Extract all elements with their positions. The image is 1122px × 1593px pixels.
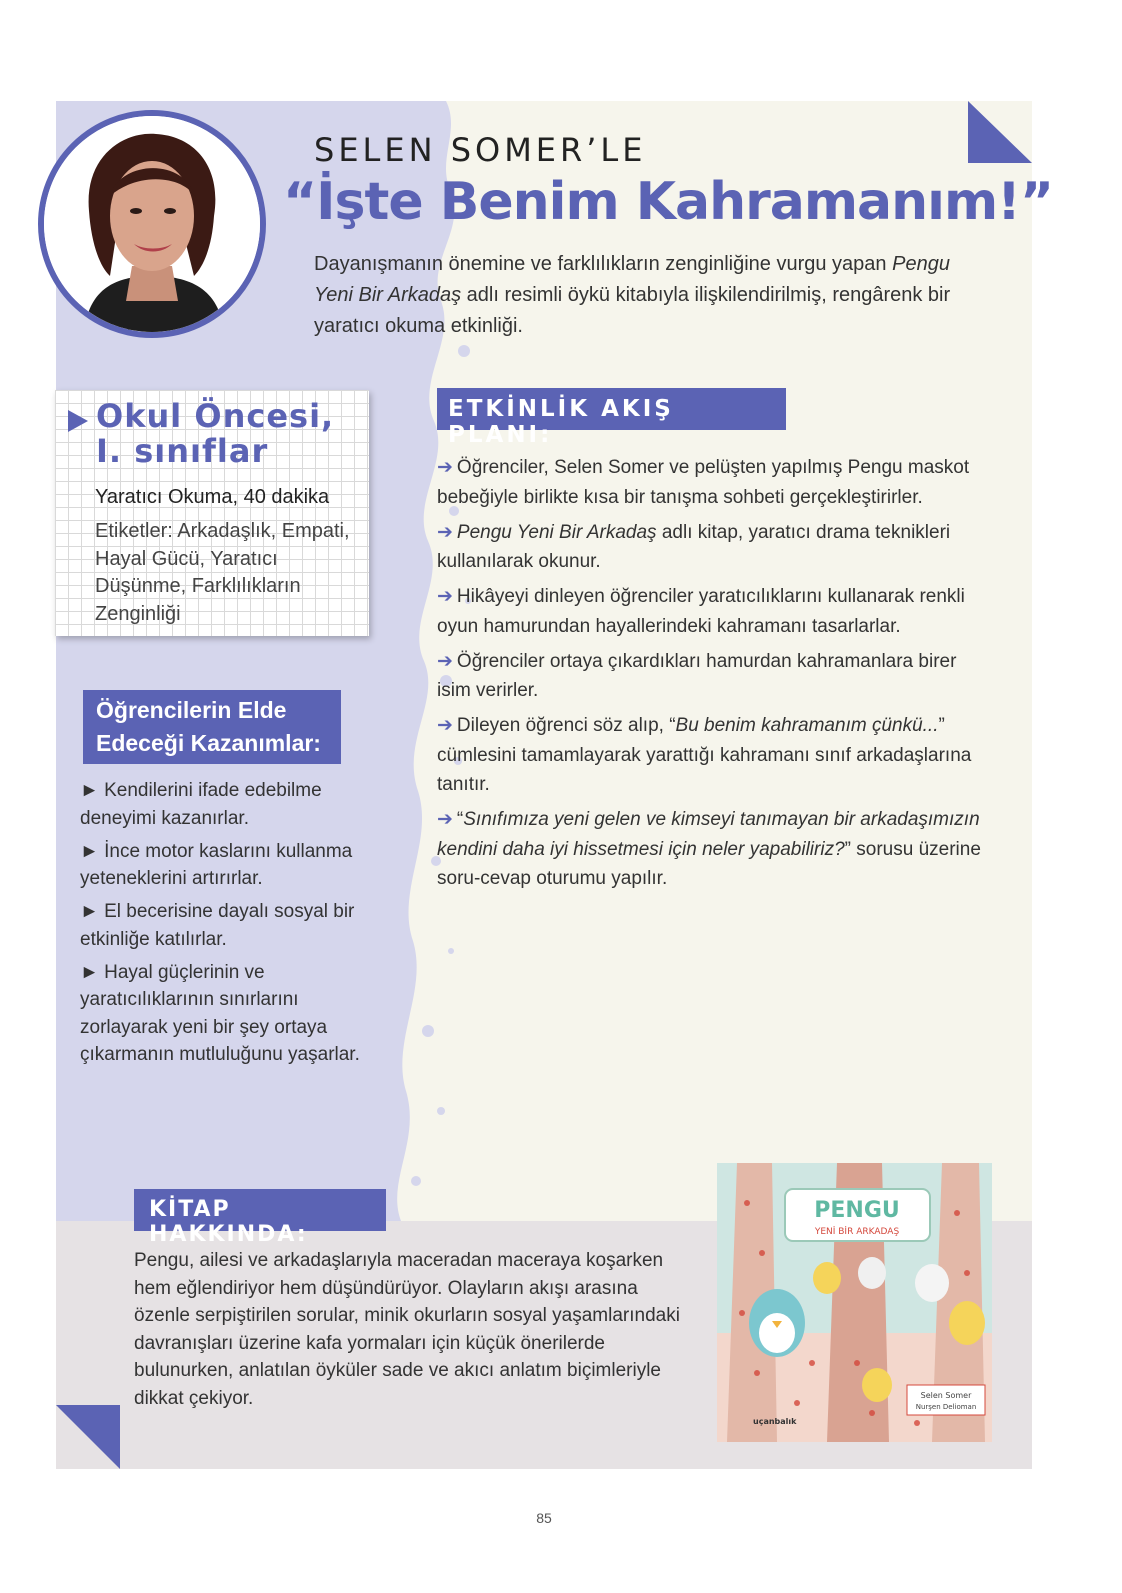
- plan-item-italic: Bu benim kahramanım çünkü...: [675, 715, 939, 736]
- intro-paragraph: [314, 249, 954, 342]
- gains-heading: Öğrencilerin Elde Edeceği Kazanımlar:: [83, 690, 341, 764]
- plan-item-text: ” sorusu üzerine soru-cevap oturumu yapılır.: [437, 838, 981, 889]
- plan-heading: ETKİNLİK AKIŞ PLANI:: [437, 388, 786, 430]
- plan-item-text: Hikâyeyi dinleyen öğrenciler yaratıcılıklarını kullanarak renkli oyun hamurundan hayallerindeki kahramanı tasarlarlar.: [437, 586, 965, 637]
- plan-item-pre: Dileyen öğrenci söz alıp, “: [456, 715, 676, 736]
- about-book-heading: KİTAP HAKKINDA:: [134, 1189, 386, 1231]
- arrow-icon: ➔: [437, 457, 453, 478]
- plan-item-italic: Pengu Yeni Bir Arkadaş: [456, 521, 657, 543]
- about-book-paragraph: Pengu, ailesi ve arkadaşlarıyla maceradan maceraya koşarken hem eğlendiriyor hem düşündürüyor. Olayların akışı arasına özenle serpiştirilen sorular, minik okurların sosyal yaşamlarındaki davranışları üzerine kafa yormaları için küçük önerilerde bulunurken, anlatılan öyküler sade ve akıcı anlatım biçimleriyle dikkat çekiyor.: [134, 1250, 680, 1409]
- arrow-icon: ➔: [437, 586, 453, 607]
- arrow-icon: ➔: [437, 715, 453, 736]
- plan-item-text: ” cümlesini tamamlayarak yarattığı kahramanı sınıf arkadaşlarına tanıtır.: [437, 715, 972, 795]
- bullet-icon: ►: [80, 901, 99, 922]
- plan-item-italic: Sınıfımıza yeni gelen ve kimseyi tanımayan bir arkadaşımızın kendini daha iyi hissetmesi için neler yapabiliriz?: [437, 809, 980, 860]
- bullet-icon: ►: [80, 840, 99, 862]
- gain-item-text: Hayal güçlerinin ve yaratıcılıklarının sınırlarını zorlayarak yeni bir şey ortaya çıkarmanın mutluluğunu yaşarlar.: [80, 961, 360, 1065]
- gain-item: [80, 898, 370, 953]
- gain-item-text: İnce motor kaslarını kullanma yeteneklerini artırırlar.: [80, 840, 353, 889]
- intro-book-title: Pengu Yeni Bir Arkadaş: [314, 253, 950, 306]
- bullet-icon: ►: [80, 780, 99, 801]
- gain-item: [80, 838, 370, 893]
- arrow-icon: ➔: [437, 809, 453, 830]
- gain-item-text: Kendilerini ifade edebilme deneyimi kazanırlar.: [80, 780, 322, 829]
- portrait-image: [44, 116, 260, 332]
- grade-line-2: I. sınıflar: [96, 432, 269, 470]
- arrow-icon: ➔: [437, 521, 453, 543]
- page-title: “İşte Benim Kahramanım!”: [283, 172, 1054, 232]
- intro-text-1: Dayanışmanın önemine ve farklılıkların zenginliğine vurgu yapan: [314, 253, 893, 275]
- plan-item-text: adlı kitap, yaratıcı drama teknikleri kullanılarak okunur.: [437, 521, 951, 572]
- plan-item: [437, 582, 987, 641]
- intro-text-2: adlı resimli öykü kitabıyla ilişkilendirilmiş, rengârenk bir yaratıcı okuma etkinliği.: [314, 284, 951, 337]
- plan-item: [437, 711, 987, 800]
- book-title-text: PENGU: [814, 1198, 900, 1223]
- grade-line-1: Okul Öncesi,: [96, 397, 335, 435]
- book-publisher: uçanbalık: [753, 1417, 797, 1426]
- corner-fold-bottom-left: [56, 1405, 120, 1469]
- plan-item-text: Öğrenciler ortaya çıkardıkları hamurdan kahramanlara birer isim verirler.: [437, 650, 957, 701]
- duration-text: Yaratıcı Okuma, 40 dakika: [95, 486, 330, 508]
- tags-text: Etiketler: Arkadaşlık, Empati, Hayal Gücü, Yaratıcı Düşünme, Farklılıkların Zenginliği: [95, 520, 350, 625]
- plan-item: [437, 647, 987, 706]
- gain-item: [80, 959, 370, 1069]
- plan-item: [437, 518, 987, 577]
- bullet-icon: ►: [80, 961, 99, 983]
- arrow-icon: ➔: [437, 650, 453, 672]
- play-triangle-icon: [68, 410, 88, 432]
- author-portrait: [38, 110, 266, 338]
- book-author-1: Selen Somer: [920, 1391, 972, 1400]
- book-cover-image: [717, 1163, 992, 1442]
- page-number: 85: [536, 1510, 552, 1526]
- plan-list: [437, 453, 987, 899]
- plan-item-pre: “: [456, 809, 464, 830]
- book-author-2: Nurşen Delioman: [915, 1403, 977, 1411]
- gains-list: [80, 777, 370, 1074]
- plan-item: [437, 805, 987, 894]
- plan-item-text: Öğrenciler, Selen Somer ve pelüşten yapılmış Pengu maskot bebeğiyle birlikte kısa bir tanışma sohbeti gerçekleştirirler.: [437, 457, 970, 508]
- gain-item-text: El becerisine dayalı sosyal bir etkinliğe katılırlar.: [80, 901, 355, 950]
- corner-fold-top-right: [968, 101, 1032, 163]
- book-cover-art: [717, 1163, 992, 1442]
- plan-item: [437, 453, 987, 512]
- kicker-heading: SELEN SOMER’LE: [314, 131, 647, 169]
- book-subtitle-text: YENİ BİR ARKADAŞ: [814, 1227, 900, 1237]
- gain-item: [80, 777, 370, 832]
